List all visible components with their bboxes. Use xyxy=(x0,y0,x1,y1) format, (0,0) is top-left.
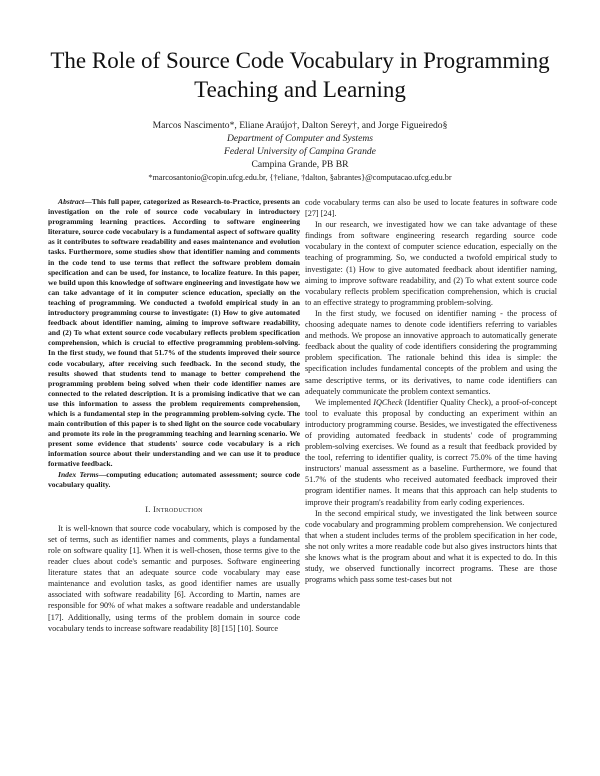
index-terms-text: —computing education; automated assessment; source code vocabulary quality. xyxy=(48,469,301,489)
author-block xyxy=(40,119,560,184)
author-city: Campina Grande, PB BR xyxy=(251,159,349,170)
abstract xyxy=(48,197,300,470)
tool-name: IQCheck xyxy=(373,397,403,407)
author-department: Department of Computer and Systems xyxy=(226,133,374,144)
author-university: Federal University of Campina Grande xyxy=(224,146,376,157)
right-column xyxy=(305,197,557,585)
abstract-label: Abstract xyxy=(58,197,85,206)
intro-paragraph-5: In the second empirical study, we investigated the link between source code vocabulary and programming problem comprehension. We conjectured that when a student includes terms of the problem specification in her code, she not only writes a more readable code but also gives instructors hints that she knows what is the program about and what it is expected to do. In this study, we observed functionally incorrect programs. These are those programs which pass some test-cases but not xyxy=(305,508,557,585)
paper-title: The Role of Source Code Vocabulary in Programming Teaching and Learning xyxy=(50,48,550,102)
intro-paragraph-4 xyxy=(305,397,557,508)
author-emails: *marcosantonio@copin.ufcg.edu.br, {†eliane, †dalton, §abrantes}@computacao.ufcg.edu.br xyxy=(148,173,452,182)
intro-paragraph-continued: code vocabulary terms can also be used to locate features in software code [27] [24]. xyxy=(305,198,557,219)
left-column xyxy=(48,197,300,634)
abstract-text: —This full paper, categorized as Research-to-Practice, presents an investigation on the role of source code vocabulary in introductory programming learning practices. According to software engineering literature, source code vocabulary is a fundamental aspect of software quality as it contributes to software readability and eases maintenance and evolution tasks. Furthermore, some studies show that identifier naming and comments in the code tend to use terms that reflect the software problem domain specification and can be used, for instance, to localize feature. In this paper, we build upon this knowledge of software engineering and investigate how we can take advantage of it in computer science education, specially on the teaching of programming. We conducted a twofold empirical study in an introductory programming course to investigate: (1) How to give automated feedback about identifier naming, aiming to improve software readability, and (2) To what extent source code vocabulary reflects problem specification comprehension, which is crucial to effective programming problem-solving. In the first study, we found that 51.7% of the students improved their source code vocabulary, after receiving such feedback. In the second study, the results showed that students tend to manage to better comprehend the programming problem being solved when their code identifier names are connected to the related description. It is a promising indicative that we can use this information to assess the problem requirements comprehension, which is a fundamental step in the programming problem-solving cycle. The main contribution of this paper is to shed light on the source code vocabulary and promote its role in the programming teaching and learning scenario. We present some evidence that students' source code vocabulary is a rich information source about their understanding and we can use it to produce formative feedback. xyxy=(48,197,300,469)
intro-paragraph-3: In the first study, we focused on identifier naming - the process of choosing adequate names to denote code identifiers referring to variables and methods. We propose an innovative approach to automatically generate feedback about the quality of code identifiers considering the programming problem specification. The rationale behind this idea is simple: the specification includes fundamental concepts of the problem and using the same descriptive terms, or its derivatives, to name code identifiers can adequately communicate the problem context semantics. xyxy=(305,308,557,396)
index-terms-label: Index Terms xyxy=(58,469,99,479)
intro-paragraph-2: In our research, we investigated how we can take advantage of these findings from software engineering research regarding source code vocabulary in the context of computer science education, especially on the teaching of programming. So, we conducted a twofold empirical study to investigate: (1) How to give automated feedback about identifier naming, aiming to improve software readability, and (2) To what extent source code vocabulary reflects problem specification comprehension, which is crucial to an effective strategy to programming problem-solving. xyxy=(305,220,557,307)
intro-p4-rest: (Identifier Quality Check), a proof-of-concept tool to evaluate this proposal by conducting an experiment within an introductory programming course. Besides, we investigated the effectiveness of providing automated feedback in students' code of programming problem-solving exercises. We found as a result that feedback provided by the tool, referring to identifier quality, is correct 75.0% of the time having instructors' manual assessment as a baseline. Furthermore, we found that 51.7% of the students who received automated feedback improved their program identifier names. It means that this approach can help students to improve their program's readability from early coding experiences. xyxy=(305,397,557,507)
index-terms xyxy=(48,470,300,490)
intro-p4-start: We implemented xyxy=(315,397,374,407)
section-heading-introduction: I. Introduction xyxy=(145,504,203,514)
author-names: Marcos Nascimento*, Eliane Araújo†, Dalton Serey†, and Jorge Figueiredo§ xyxy=(152,120,448,131)
intro-paragraph-1: It is well-known that source code vocabulary, which is composed by the set of terms, such as identifier names and comments, plays a fundamental role on software quality [1]. When it is well-chosen, those terms give to the reader clues about code's semantic and purposes. Software engineering literature states that an adequate source code vocabulary may ease maintenance and evolution tasks, as good identifier names are usually associated with software readability [6]. According to Martin, names are responsible for 90% of what makes a software readable and understandable [17]. Additionally, using terms of the problem domain in source code vocabulary tends to increase software readability [8] [15] [10]. Source xyxy=(48,523,300,633)
